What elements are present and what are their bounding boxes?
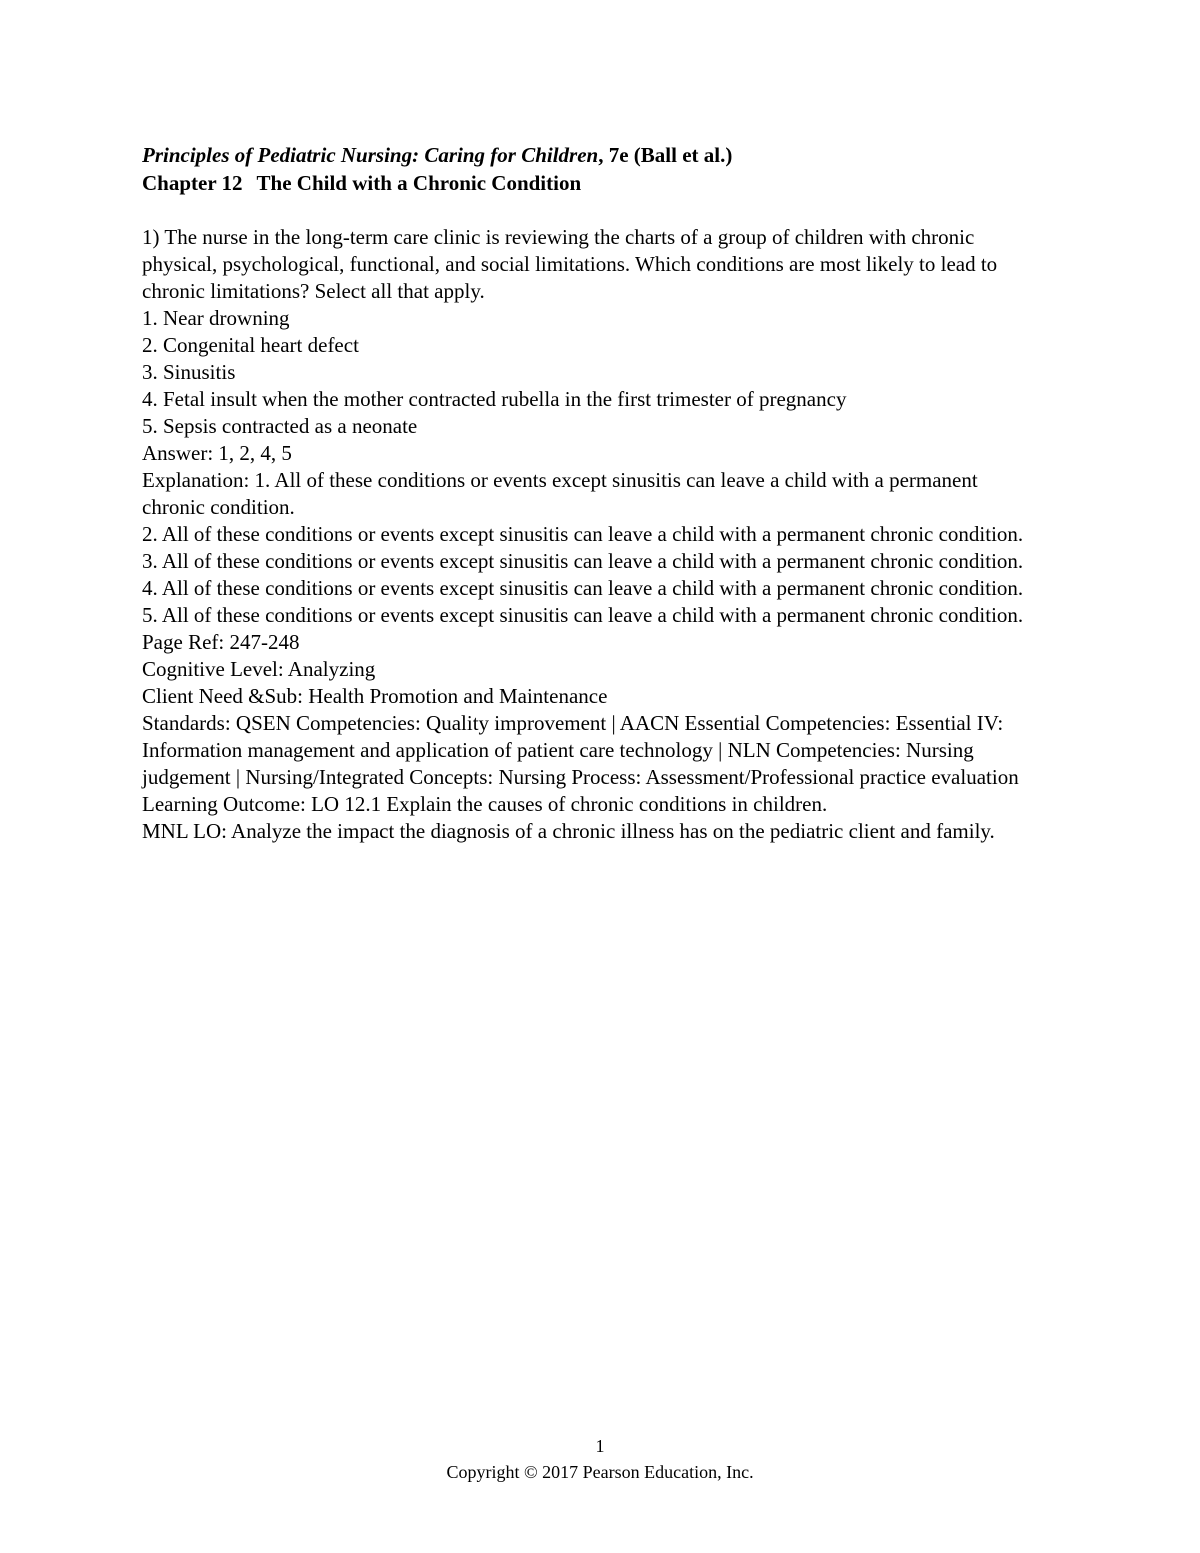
option-1: 1. Near drowning xyxy=(142,306,290,330)
book-title-line xyxy=(142,141,1042,169)
question-stem: 1) The nurse in the long-term care clinic is reviewing the charts of a group of children with chronic physical, psychological, functional, and social limitations. Which conditions are most likely to lead to chronic limitations? Select all that apply. xyxy=(142,225,998,303)
cognitive-level: Cognitive Level: Analyzing xyxy=(142,657,376,681)
book-title: Principles of Pediatric Nursing: Caring for Children xyxy=(142,143,599,167)
explanation-5: 5. All of these conditions or events except sinusitis can leave a child with a permanent chronic condition. xyxy=(142,603,1024,627)
copyright-notice: Copyright © 2017 Pearson Education, Inc. xyxy=(446,1462,754,1482)
answer-options xyxy=(142,305,1042,440)
chapter-number: Chapter 12 xyxy=(142,171,243,195)
explanation-4: 4. All of these conditions or events except sinusitis can leave a child with a permanent chronic condition. xyxy=(142,576,1024,600)
page-ref: Page Ref: 247-248 xyxy=(142,630,300,654)
option-2: 2. Congenital heart defect xyxy=(142,333,359,357)
option-3: 3. Sinusitis xyxy=(142,360,236,384)
mnl-learning-outcome: MNL LO: Analyze the impact the diagnosis of a chronic illness has on the pediatric client and family. xyxy=(142,819,995,843)
client-need: Client Need &Sub: Health Promotion and Maintenance xyxy=(142,684,608,708)
explanation-1: Explanation: 1. All of these conditions or events except sinusitis can leave a child with a permanent chronic condition. xyxy=(142,468,978,519)
edition-author: , 7e (Ball et al.) xyxy=(598,143,733,167)
option-4: 4. Fetal insult when the mother contracted rubella in the first trimester of pregnancy xyxy=(142,387,847,411)
standards: Standards: QSEN Competencies: Quality improvement | AACN Essential Competencies: Essential IV: Information management and application of patient care technology | NLN Competencies: Nursing judgement | Nursing/Integrated Concepts: Nursing Process: Assessment/Professional practice evaluation xyxy=(142,711,1019,789)
option-5: 5. Sepsis contracted as a neonate xyxy=(142,414,418,438)
page-content xyxy=(142,141,1042,845)
learning-outcome: Learning Outcome: LO 12.1 Explain the causes of chronic conditions in children. xyxy=(142,792,828,816)
explanation-3: 3. All of these conditions or events except sinusitis can leave a child with a permanent chronic condition. xyxy=(142,549,1024,573)
page-number: 1 xyxy=(595,1436,605,1456)
answer-line: Answer: 1, 2, 4, 5 xyxy=(142,441,292,465)
chapter-heading xyxy=(142,169,1042,197)
explanation-2: 2. All of these conditions or events except sinusitis can leave a child with a permanent chronic condition. xyxy=(142,522,1024,546)
chapter-title: The Child with a Chronic Condition xyxy=(256,171,582,195)
